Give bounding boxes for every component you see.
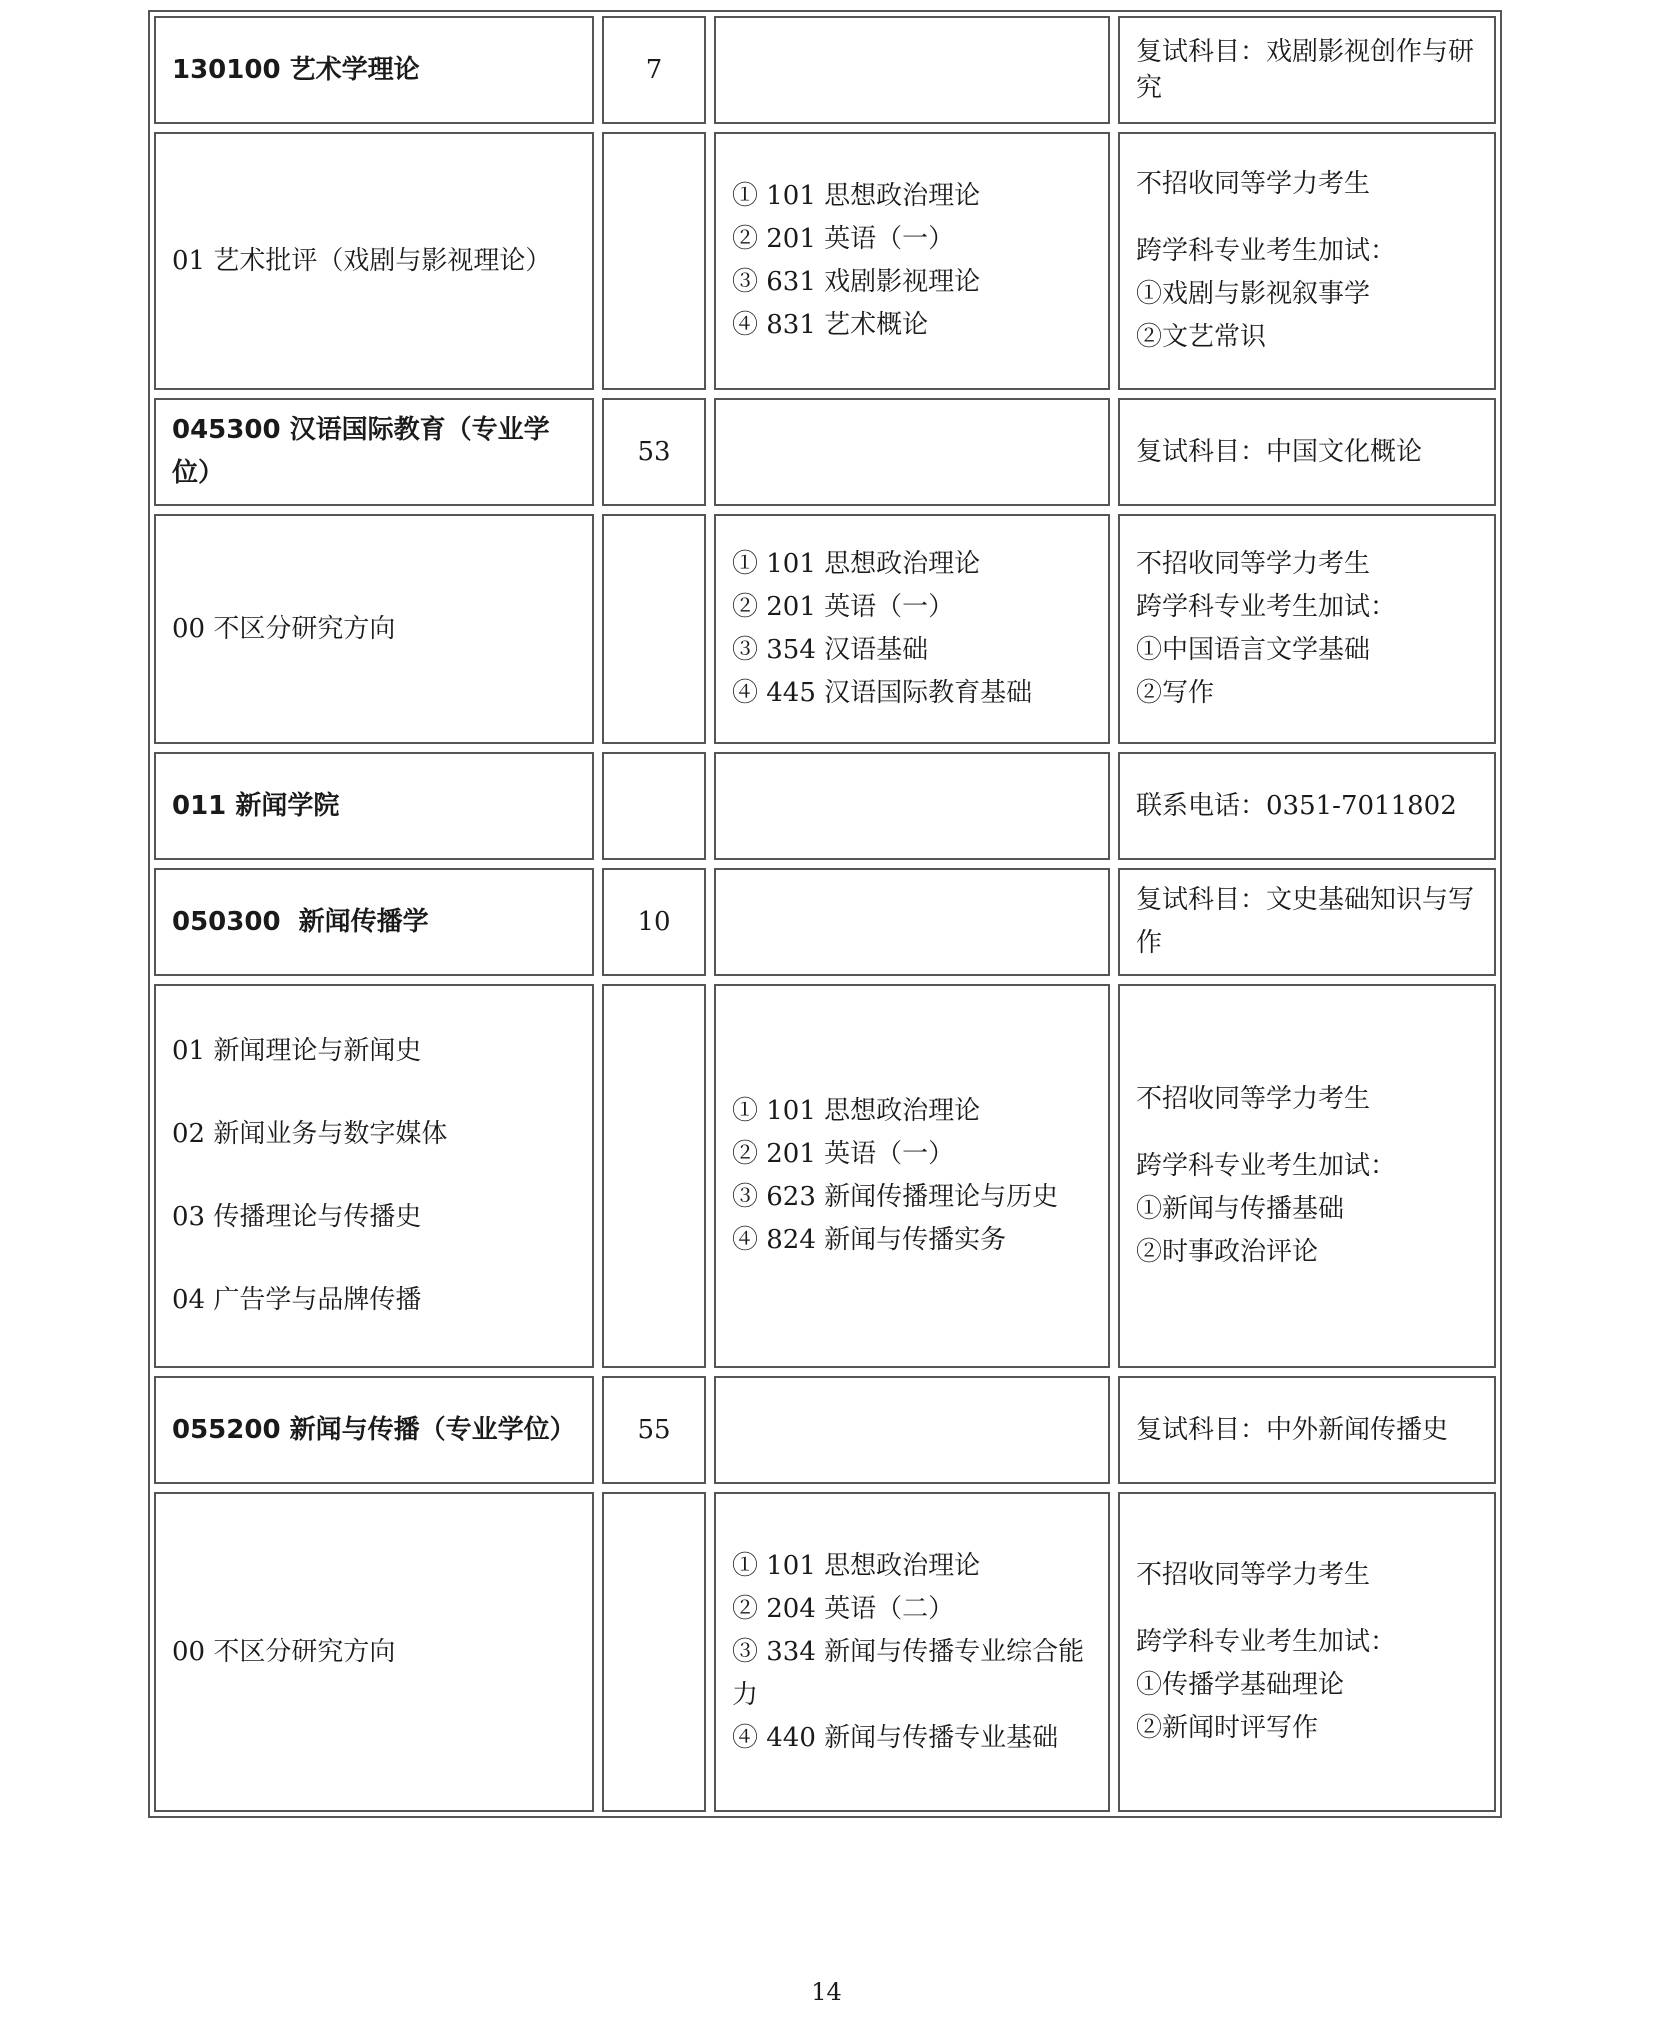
direction-item: 02 新闻业务与数字媒体	[172, 1119, 448, 1149]
quota-cell: 10	[602, 868, 706, 976]
table-row	[150, 1372, 1500, 1488]
exam-cell	[714, 984, 1110, 1368]
note-cell: 复试科目：文史基础知识与写作	[1118, 868, 1496, 976]
quota-cell	[602, 132, 706, 390]
note-line: 跨学科专业考生加试：	[1136, 592, 1397, 622]
table-row	[150, 394, 1500, 510]
note-line: ②新闻时评写作	[1136, 1713, 1319, 1743]
exam-item: ③ 334 新闻与传播专业综合能力	[732, 1636, 1085, 1710]
exam-item: ① 101 思想政治理论	[732, 181, 981, 211]
exam-item: ④ 831 艺术概论	[732, 310, 929, 340]
note-line: ①传播学基础理论	[1136, 1670, 1345, 1700]
note-cell: 复试科目：中国文化概论	[1118, 398, 1496, 506]
exam-cell	[714, 1492, 1110, 1812]
major-cell: 055200 新闻与传播（专业学位）	[154, 1376, 594, 1484]
exam-item: ③ 354 汉语基础	[732, 635, 929, 665]
note-cell: 复试科目：戏剧影视创作与研究	[1118, 16, 1496, 124]
direction-item: 04 广告学与品牌传播	[172, 1285, 422, 1315]
exam-item: ② 201 英语（一）	[732, 224, 955, 254]
exam-item: ① 101 思想政治理论	[732, 1550, 981, 1581]
table-row	[150, 1488, 1500, 1816]
exam-cell	[714, 398, 1110, 506]
quota-cell: 7	[602, 16, 706, 124]
note-cell	[1118, 1492, 1496, 1812]
note-cell	[1118, 514, 1496, 744]
table-row	[150, 510, 1500, 748]
note-line: 不招收同等学力考生	[1136, 549, 1371, 579]
table-row	[150, 128, 1500, 394]
quota-cell	[602, 984, 706, 1368]
exam-item: ① 101 思想政治理论	[732, 549, 981, 579]
exam-cell	[714, 868, 1110, 976]
exam-cell	[714, 752, 1110, 860]
note-line: ①新闻与传播基础	[1136, 1194, 1345, 1224]
note-line: ①戏剧与影视叙事学	[1136, 279, 1371, 309]
direction-cell: 01 艺术批评（戏剧与影视理论）	[154, 132, 594, 390]
note-cell	[1118, 984, 1496, 1368]
exam-cell	[714, 16, 1110, 124]
direction-item: 03 传播理论与传播史	[172, 1202, 422, 1232]
exam-item: ② 201 英语（一）	[732, 592, 955, 622]
note-cell: 联系电话：0351-7011802	[1118, 752, 1496, 860]
table-row	[150, 12, 1500, 128]
note-line: ②写作	[1136, 678, 1215, 708]
department-cell: 011 新闻学院	[154, 752, 594, 860]
exam-item: ① 101 思想政治理论	[732, 1096, 981, 1126]
quota-cell: 55	[602, 1376, 706, 1484]
major-cell: 045300 汉语国际教育（专业学位）	[154, 398, 594, 506]
note-line: 跨学科专业考生加试：	[1136, 1627, 1397, 1657]
quota-cell: 53	[602, 398, 706, 506]
note-line: ②文艺常识	[1136, 322, 1267, 352]
direction-cell: 00 不区分研究方向	[154, 1492, 594, 1812]
note-line: 不招收同等学力考生	[1136, 169, 1371, 199]
exam-item: ③ 623 新闻传播理论与历史	[732, 1182, 1059, 1212]
enrollment-table	[148, 10, 1502, 1818]
exam-cell	[714, 514, 1110, 744]
page-number: 14	[811, 1978, 842, 2006]
exam-item: ④ 445 汉语国际教育基础	[732, 678, 1033, 708]
note-line: ①中国语言文学基础	[1136, 635, 1371, 665]
exam-item: ② 201 英语（一）	[732, 1139, 955, 1169]
exam-item: ④ 440 新闻与传播专业基础	[732, 1722, 1059, 1753]
direction-cell: 00 不区分研究方向	[154, 514, 594, 744]
quota-cell	[602, 752, 706, 860]
table-row	[150, 748, 1500, 864]
major-cell: 130100 艺术学理论	[154, 16, 594, 124]
exam-cell	[714, 132, 1110, 390]
direction-cell	[154, 984, 594, 1368]
major-cell: 050300 新闻传播学	[154, 868, 594, 976]
note-line: 不招收同等学力考生	[1136, 1560, 1371, 1590]
quota-cell	[602, 1492, 706, 1812]
note-line: 跨学科专业考生加试：	[1136, 1151, 1397, 1181]
note-line: 跨学科专业考生加试：	[1136, 236, 1397, 266]
quota-cell	[602, 514, 706, 744]
note-cell: 复试科目：中外新闻传播史	[1118, 1376, 1496, 1484]
note-line: 不招收同等学力考生	[1136, 1084, 1371, 1114]
exam-item: ② 204 英语（二）	[732, 1593, 955, 1624]
note-cell	[1118, 132, 1496, 390]
table-row	[150, 864, 1500, 980]
exam-item: ③ 631 戏剧影视理论	[732, 267, 981, 297]
exam-item: ④ 824 新闻与传播实务	[732, 1225, 1007, 1255]
exam-cell	[714, 1376, 1110, 1484]
direction-item: 01 新闻理论与新闻史	[172, 1036, 422, 1066]
table-row	[150, 980, 1500, 1372]
note-line: ②时事政治评论	[1136, 1237, 1319, 1267]
